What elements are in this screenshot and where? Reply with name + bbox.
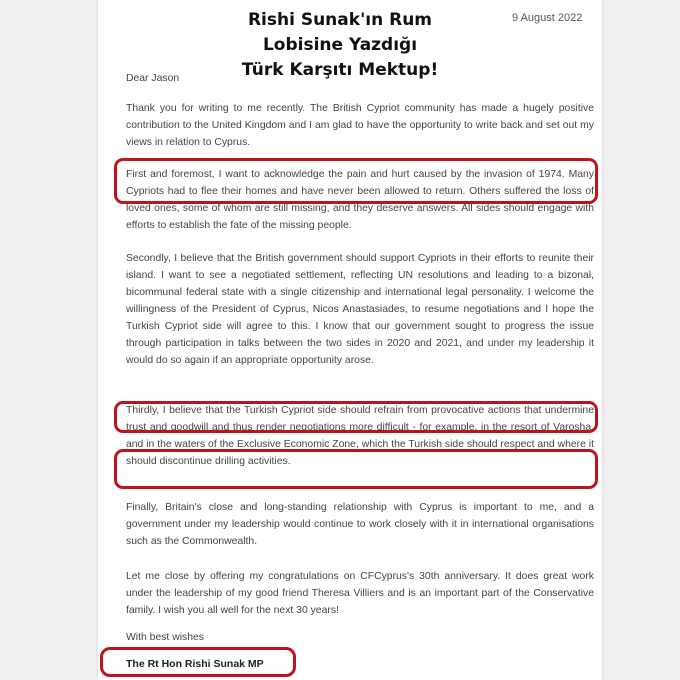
signature: The Rt Hon Rishi Sunak MP [126,658,264,670]
salutation: Dear Jason [126,73,180,84]
paragraph-finally: Finally, Britain's close and long-standing relationship with Cyprus is important to me, and a government under my leadership would continue to work closely with it in international organisations such as the Commonwealth. [126,502,594,547]
paragraph-first: First and foremost, I want to acknowledge the pain and hurt caused by the invasion of 1974. Many Cypriots had to flee their homes and have never been allowed to return. Others suffered the loss of loved ones, some of whom are still missing, and they deserve answers. All sides should engage with efforts to establish the fate of the missing people. [126,169,594,231]
highlight-circle-thirdly [114,401,598,433]
paragraph-third: Thirdly, I believe that the Turkish Cypriot side should refrain from provocative actions that undermine trust and goodwill and thus render negotiations more difficult - for example, in the resort of Varosha, and in the waters of the Exclusive Economic Zone, which the Turkish side should respect and where it should discontinue drilling activities. [126,405,594,467]
headline-line-2: Lobisine Yazdığı [262,35,418,55]
headline-line-1: Rishi Sunak'ın Rum [247,10,433,30]
letter-date: 9 August 2022 [512,12,583,24]
highlight-circle-1974 [114,158,598,204]
headline-line-3: Türk Karşıtı Mektup! [241,60,439,80]
closing-line: With best wishes [126,632,204,643]
paragraph-intro: Thank you for writing to me recently. The British Cypriot community has made a hugely positive contribution to the United Kingdom and I am glad to have the opportunity to write back and set out my views in relation to Cyprus. [126,103,594,148]
highlight-circle-varosha [114,449,598,489]
paragraph-second: Secondly, I believe that the British government should support Cypriots in their efforts to reunite their island. I want to see a negotiated settlement, reflecting UN resolutions and leading to a bizonal, bicommunal federal state with a single citizenship and international legal personality. I welcome the willingness of the President of Cyprus, Nicos Anastasiades, to resume negotiations and I hope the Turkish Cypriot side will agree to this. I know that our government sought to progress the issue through participation in talks between the two sides in 2020 and 2021, and under my leadership it would do so again if an appropriate opportunity arose. [126,253,594,366]
paragraph-close: Let me close by offering my congratulations on CFCyprus's 30th anniversary. It does great work under the leadership of my good friend Theresa Villiers and is an important part of the Conservative family. I wish you all well for the next 30 years! [126,571,594,616]
highlight-circle-signature [100,647,296,677]
